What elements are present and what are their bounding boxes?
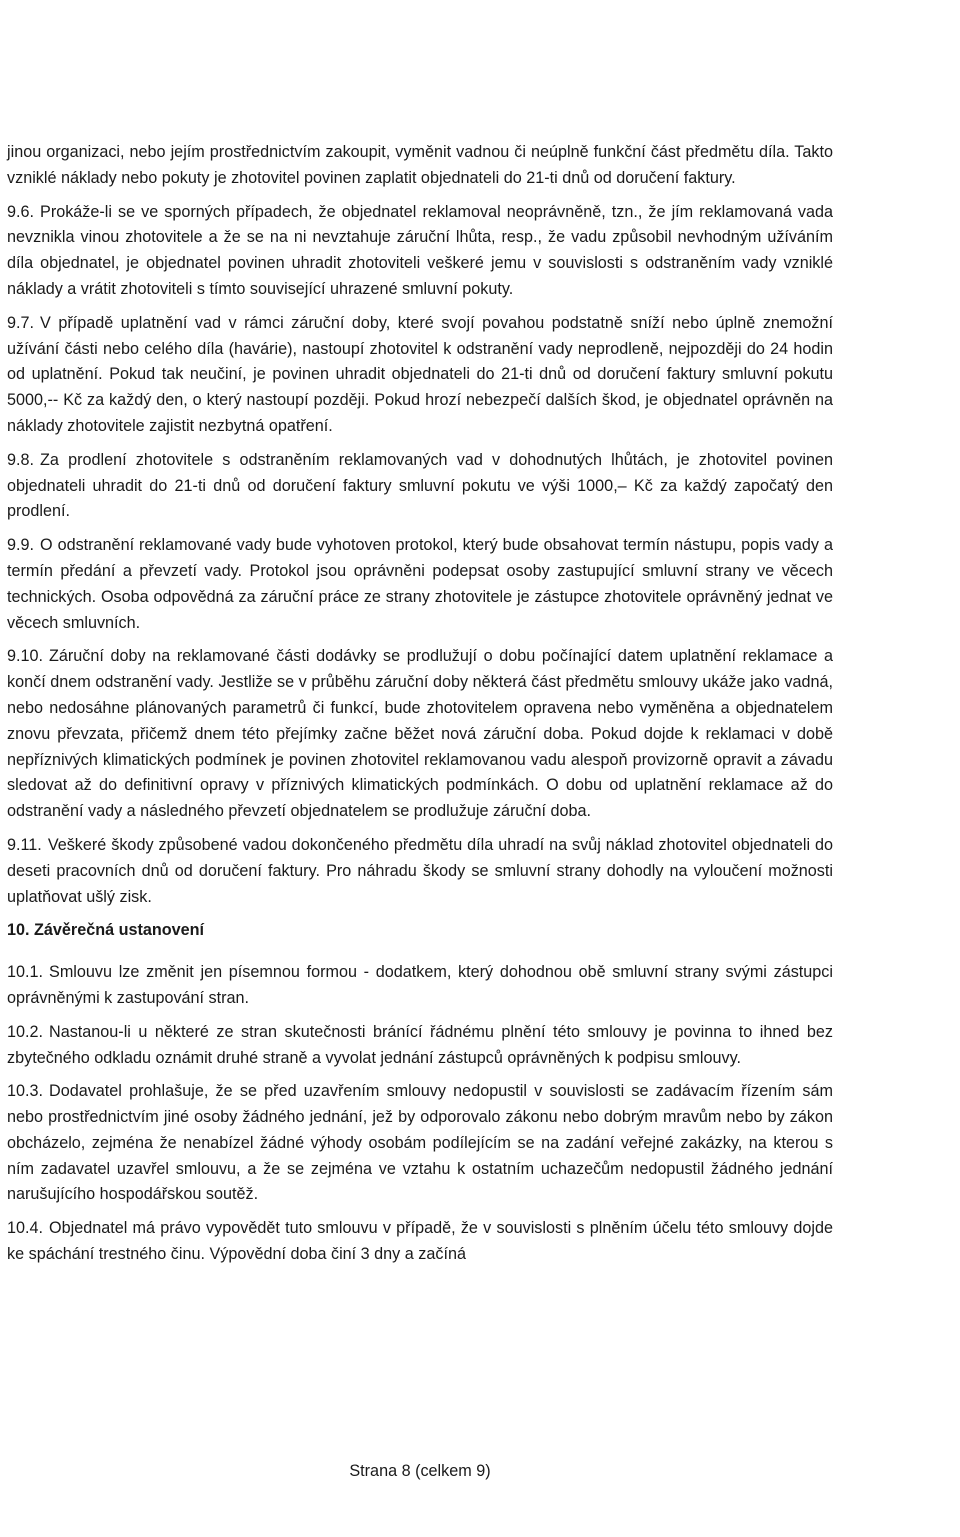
page-footer: Strana 8 (celkem 9) bbox=[349, 1462, 491, 1480]
clause-9-6 bbox=[7, 200, 833, 303]
section-heading: 10. Závěrečná ustanovení bbox=[7, 921, 205, 940]
clause-number: 9.7. bbox=[7, 313, 35, 332]
clause-10-2 bbox=[7, 1020, 833, 1072]
clause-9-8 bbox=[7, 448, 833, 525]
clause-number: 10.1. bbox=[7, 963, 44, 982]
clause-text: V případě uplatnění vad v rámci záruční doby, které svojí povahou podstatně sníží nebo úplně znemožní užívání části nebo celého díla (havárie), nastoupí zhotovitel k odstranění vady neprodleně, nejpozději do 24 hodin od uplatnění. Pokud tak neučiní, je povinen uhradit objednateli do 21-ti dnů od doručení faktury smluvní pokutu 5000,-- Kč za každý den, o který nastoupí později. Pokud hrozí nebezpečí dalších škod, je objednatel oprávněn na náklady zhotovitele zajistit nezbytná opatření. bbox=[7, 313, 833, 435]
clause-number: 9.9. bbox=[7, 536, 35, 555]
clause-10-1 bbox=[7, 960, 833, 1012]
clause-text: Smlouvu lze změnit jen písemnou formou - dodatkem, který dohodnou obě smluvní strany svými zástupci oprávněnými k zastupování stran. bbox=[7, 963, 833, 1007]
clause-text: Prokáže-li se ve sporných případech, že objednatel reklamoval neoprávněně, tzn., že jím reklamovaná vada nevznikla vinou zhotovitele a že se na ni nevztahuje záruční lhůta, resp., že vadu způsobil nevhodným užíváním díla objednatel, je objednatel povinen uhradit zhotoviteli veškeré jemu v souvislosti s odstraněním vady vzniklé náklady a vrátit zhotoviteli s tímto související uhrazené smluvní pokuty. bbox=[7, 202, 833, 298]
document-body bbox=[7, 140, 833, 1276]
clause-9-11 bbox=[7, 833, 833, 910]
clause-text: Objednatel má právo vypovědět tuto smlouvu v případě, že v souvislosti s plněním účelu této smlouvy dojde ke spáchání trestného činu. Výpovědní doba činí 3 dny a začíná bbox=[7, 1219, 833, 1264]
clause-text: O odstranění reklamované vady bude vyhotoven protokol, který bude obsahovat termín nástupu, popis vady a termín předání a převzetí vady. Protokol jsou oprávněni podepsat osoby zastupující smluvní strany ve věcech technických. Osoba odpovědná za záruční práce ze strany zhotovitele je zástupce zhotovitele oprávněný jednat ve věcech smluvních. bbox=[7, 536, 833, 632]
clause-9-7 bbox=[7, 311, 833, 440]
clause-number: 10.2. bbox=[7, 1022, 44, 1041]
clause-9-9 bbox=[7, 533, 833, 636]
clause-number: 9.10. bbox=[7, 647, 44, 666]
clause-number: 9.8. bbox=[7, 450, 35, 469]
clause-text: Veškeré škody způsobené vadou dokončeného předmětu díla uhradí na svůj náklad zhotovitel objednateli do deseti pracovních dnů od doručení faktury. Pro náhradu škody se smluvní strany dohodly na vyloučení možnosti uplatňovat ušlý zisk. bbox=[7, 835, 833, 906]
clause-text: Dodavatel prohlašuje, že se před uzavřením smlouvy nedopustil v souvislosti se zadávacím řízením sám nebo prostřednictvím jiné osoby žádného jednání, jež by odporovalo zákonu nebo dobrým mravům nebo by zákon obcházelo, zejména že nenabízel žádné výhody osobám podílejícím se na zadání veřejné zakázky, na kterou s ním zadavatel uzavřel smlouvu, a že se zejména ve vztahu k ostatním uchazečům nedopustil žádného jednání narušujícího hospodářskou soutěž. bbox=[7, 1082, 833, 1204]
clause-number: 9.11. bbox=[7, 835, 42, 854]
clause-9-10 bbox=[7, 644, 833, 825]
clause-number: 10.4. bbox=[7, 1219, 44, 1238]
clause-10-3 bbox=[7, 1079, 833, 1208]
clause-number: 10.3. bbox=[7, 1082, 44, 1101]
clause-10-4 bbox=[7, 1216, 833, 1268]
paragraph-lead: jinou organizaci, nebo jejím prostřednictvím zakoupit, vyměnit vadnou či neúplně funkční část předmětu díla. Takto vzniklé náklady nebo pokuty je zhotovitel povinen zaplatit objednateli do 21-ti dnů od doručení faktury. bbox=[7, 143, 833, 187]
clause-text: Za prodlení zhotovitele s odstraněním reklamovaných vad v dohodnutých lhůtách, je zhotovitel povinen objednateli uhradit do 21-ti dnů od doručení faktury smluvní pokutu ve výši 1000,– Kč za každý započatý den prodlení. bbox=[7, 450, 833, 521]
clause-text: Záruční doby na reklamované části dodávky se prodlužují o dobu počínající datem uplatnění reklamace a končí dnem odstranění vady. Jestliže se v průběhu záruční doby některá část předmětu smlouvy ukáže jako vadná, nebo nedosáhne plánovaných parametrů či funkcí, bude zhotovitelem opravena nebo vyměněna a objednatelem znovu převzata, přičemž dnem této přejímky začne běžet nová záruční doba. Pokud dojde k reklamaci v době nepříznivých klimatických podmínek je povinen zhotovitel reklamovanou vadu alespoň provizorně opravit a závadu sledovat až do definitivní opravy v příznivých klimatických podmínkách. O dobu od uplatnění reklamace až do odstranění vady a následného převzetí objednatelem se prodlužuje záruční doba. bbox=[7, 647, 833, 821]
clause-text: Nastanou-li u některé ze stran skutečnosti bránící řádnému plnění této smlouvy je povinna to ihned bez zbytečného odkladu oznámit druhé straně a vyvolat jednání zástupců oprávněných k podpisu smlouvy. bbox=[7, 1022, 833, 1067]
clause-number: 9.6. bbox=[7, 202, 35, 221]
